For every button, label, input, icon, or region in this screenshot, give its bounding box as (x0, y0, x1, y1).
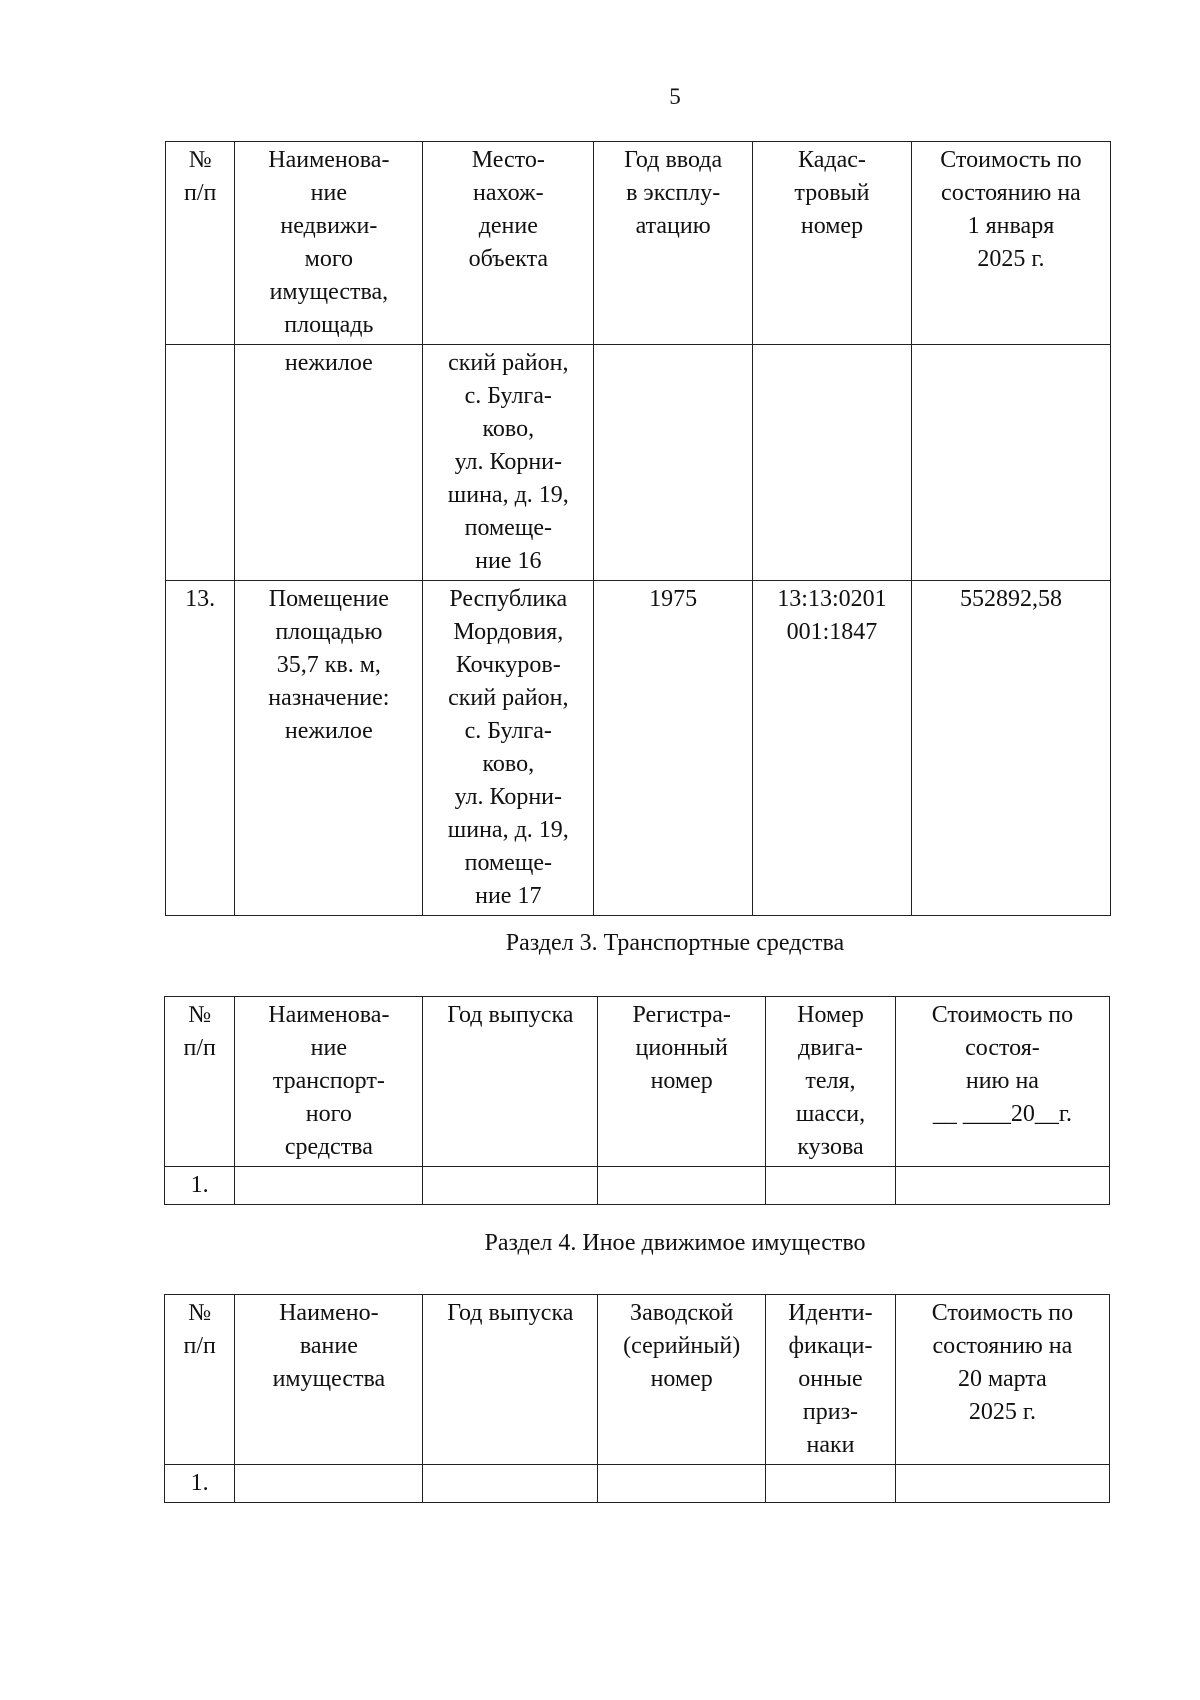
cell-cadastral (753, 345, 912, 581)
cell-number (166, 345, 235, 581)
cell-name: Помещение площадью 35,7 кв. м, назначение: нежилое (235, 581, 423, 916)
header-registration: Регистра- ционный номер (598, 997, 766, 1167)
cell-year: 1975 (594, 581, 753, 916)
header-location: Место- нахож- дение объекта (423, 142, 594, 345)
cell-registration (598, 1167, 766, 1205)
table-row (166, 581, 1111, 916)
cell-cost (895, 1465, 1109, 1503)
page-number: 5 (669, 84, 681, 109)
cell-identification (766, 1465, 896, 1503)
header-cost: Стоимость по состоянию на 1 января 2025 г. (911, 142, 1110, 345)
cell-property-name (235, 1465, 423, 1503)
cell-number: 13. (166, 581, 235, 916)
real-estate-table (165, 141, 1111, 916)
table-header-row (166, 142, 1111, 345)
cell-year (594, 345, 753, 581)
section3-title: Раздел 3. Транспортные средства (505, 930, 845, 956)
cell-number: 1. (165, 1167, 235, 1205)
section4-title: Раздел 4. Иное движимое имущество (484, 1230, 866, 1256)
cell-name: нежилое (235, 345, 423, 581)
header-cadastral: Кадас- тровый номер (753, 142, 912, 345)
header-release-year: Год выпуска (423, 1295, 598, 1465)
header-year: Год ввода в эксплу- атацию (594, 142, 753, 345)
cell-serial-number (598, 1465, 766, 1503)
cell-location: Республика Мордовия, Кочкуров- ский район, с. Булга- ково, ул. Корни- шина, д. 19, помеще- ние 17 (423, 581, 594, 916)
cell-vehicle-name (235, 1167, 423, 1205)
header-vehicle-name: Наименова- ние транспорт- ного средства (235, 997, 423, 1167)
cell-release-year (423, 1465, 598, 1503)
header-release-year: Год выпуска (423, 997, 598, 1167)
table-row (166, 345, 1111, 581)
header-number: № п/п (165, 997, 235, 1167)
header-cost: Стоимость по состоя- нию на __ ____20__г. (895, 997, 1109, 1167)
header-number: № п/п (165, 1295, 235, 1465)
header-engine-number: Номер двига- теля, шасси, кузова (766, 997, 896, 1167)
header-cost: Стоимость по состоянию на 20 марта 2025 г. (895, 1295, 1109, 1465)
cell-cadastral: 13:13:0201 001:1847 (753, 581, 912, 916)
cell-cost (911, 345, 1110, 581)
vehicles-table (164, 996, 1110, 1205)
cell-engine-number (766, 1167, 896, 1205)
header-name: Наименова- ние недвижи- мого имущества, площадь (235, 142, 423, 345)
table-row (165, 1465, 1110, 1503)
other-property-table (164, 1294, 1110, 1503)
table-header-row (165, 1295, 1110, 1465)
header-identification: Иденти- фикаци- онные приз- наки (766, 1295, 896, 1465)
header-number: № п/п (166, 142, 235, 345)
cell-cost (895, 1167, 1109, 1205)
table-row (165, 1167, 1110, 1205)
cell-release-year (423, 1167, 598, 1205)
cell-cost: 552892,58 (911, 581, 1110, 916)
table-header-row (165, 997, 1110, 1167)
header-serial-number: Заводской (серийный) номер (598, 1295, 766, 1465)
header-property-name: Наимено- вание имущества (235, 1295, 423, 1465)
cell-location: ский район, с. Булга- ково, ул. Корни- шина, д. 19, помеще- ние 16 (423, 345, 594, 581)
cell-number: 1. (165, 1465, 235, 1503)
